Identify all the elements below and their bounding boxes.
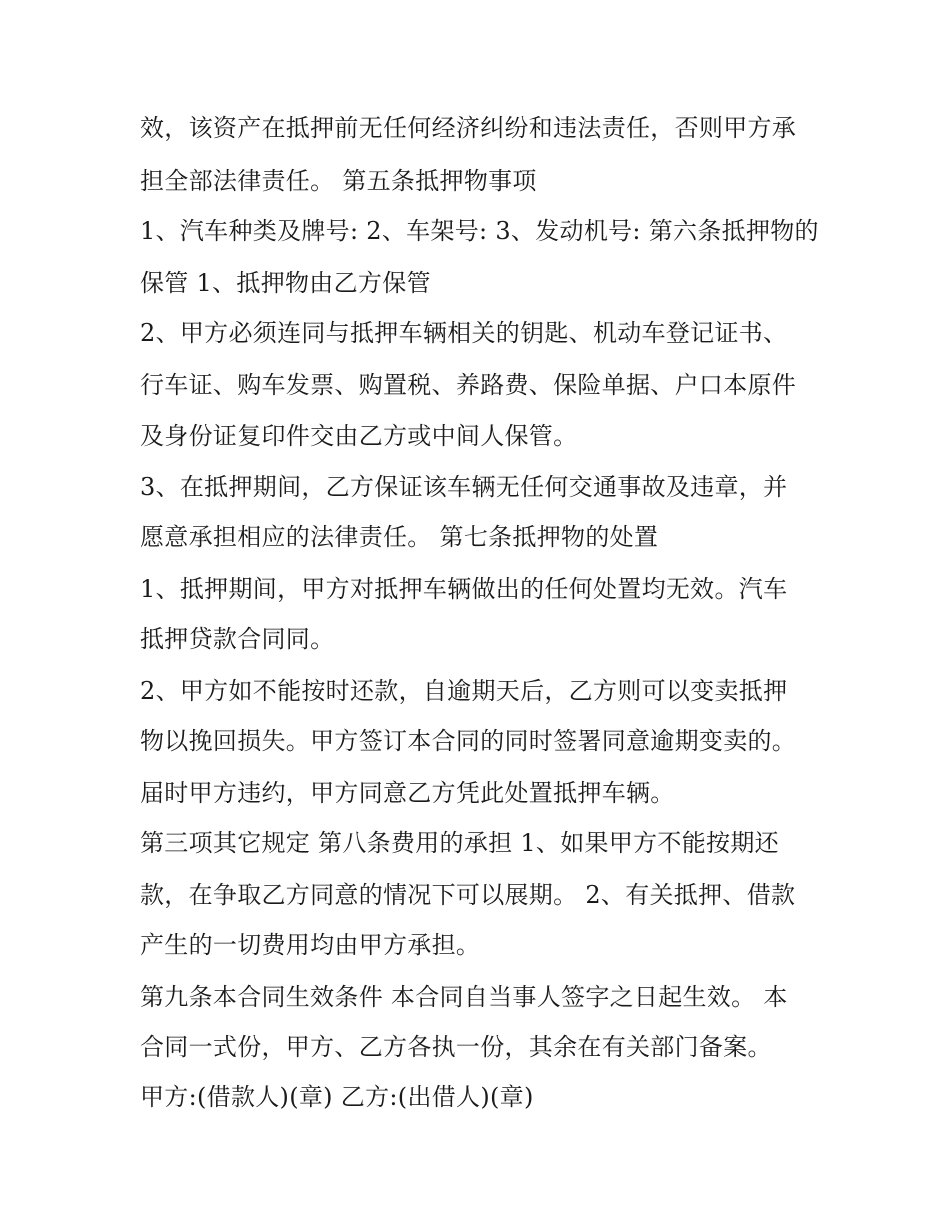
text-line: 3、在抵押期间，乙方保证该车辆无任何交通事故及违章，并 [140, 473, 788, 501]
text-line: 物以挽回损失。甲方签订本合同的同时签署同意逾期变卖的。 [140, 727, 797, 755]
text-line: 效，该资产在抵押前无任何经济纠纷和违法责任，否则甲方承 [140, 114, 797, 142]
text-line: 1、抵押期间，甲方对抵押车辆做出的任何处置均无效。汽车 [140, 575, 788, 603]
signature-line: 甲方:(借款人)(章) 乙方:(出借人)(章) [140, 1083, 534, 1111]
text-line: 担全部法律责任。 第五条抵押物事项 [140, 167, 537, 195]
text-line: 及身份证复印件交由乙方或中间人保管。 [140, 422, 578, 450]
text-line: 款，在争取乙方同意的情况下可以展期。 2、有关抵押、借款 [140, 881, 796, 909]
text-line: 2、甲方如不能按时还款，自逾期天后，乙方则可以变卖抵押 [140, 677, 788, 705]
text-line: 抵押贷款合同同。 [140, 625, 335, 653]
text-line: 行车证、购车发票、购置税、养路费、保险单据、户口本原件 [140, 371, 797, 399]
text-line: 愿意承担相应的法律责任。 第七条抵押物的处置 [140, 523, 659, 551]
text-line: 第九条本合同生效条件 本合同自当事人签字之日起生效。 本 [140, 983, 788, 1011]
text-line: 保管 1、抵押物由乙方保管 [140, 269, 431, 297]
text-line: 1、汽车种类及牌号: 2、车架号: 3、发动机号: 第六条抵押物的 [140, 217, 819, 245]
text-line: 第三项其它规定 第八条费用的承担 1、如果甲方不能按期还 [140, 829, 779, 857]
text-line: 产生的一切费用均由甲方承担。 [140, 931, 481, 959]
text-line: 合同一式份，甲方、乙方各执一份，其余在有关部门备案。 [140, 1033, 772, 1061]
text-line: 届时甲方违约，甲方同意乙方凭此处置抵押车辆。 [140, 779, 675, 807]
text-line: 2、甲方必须连同与抵押车辆相关的钥匙、机动车登记证书、 [140, 319, 788, 347]
